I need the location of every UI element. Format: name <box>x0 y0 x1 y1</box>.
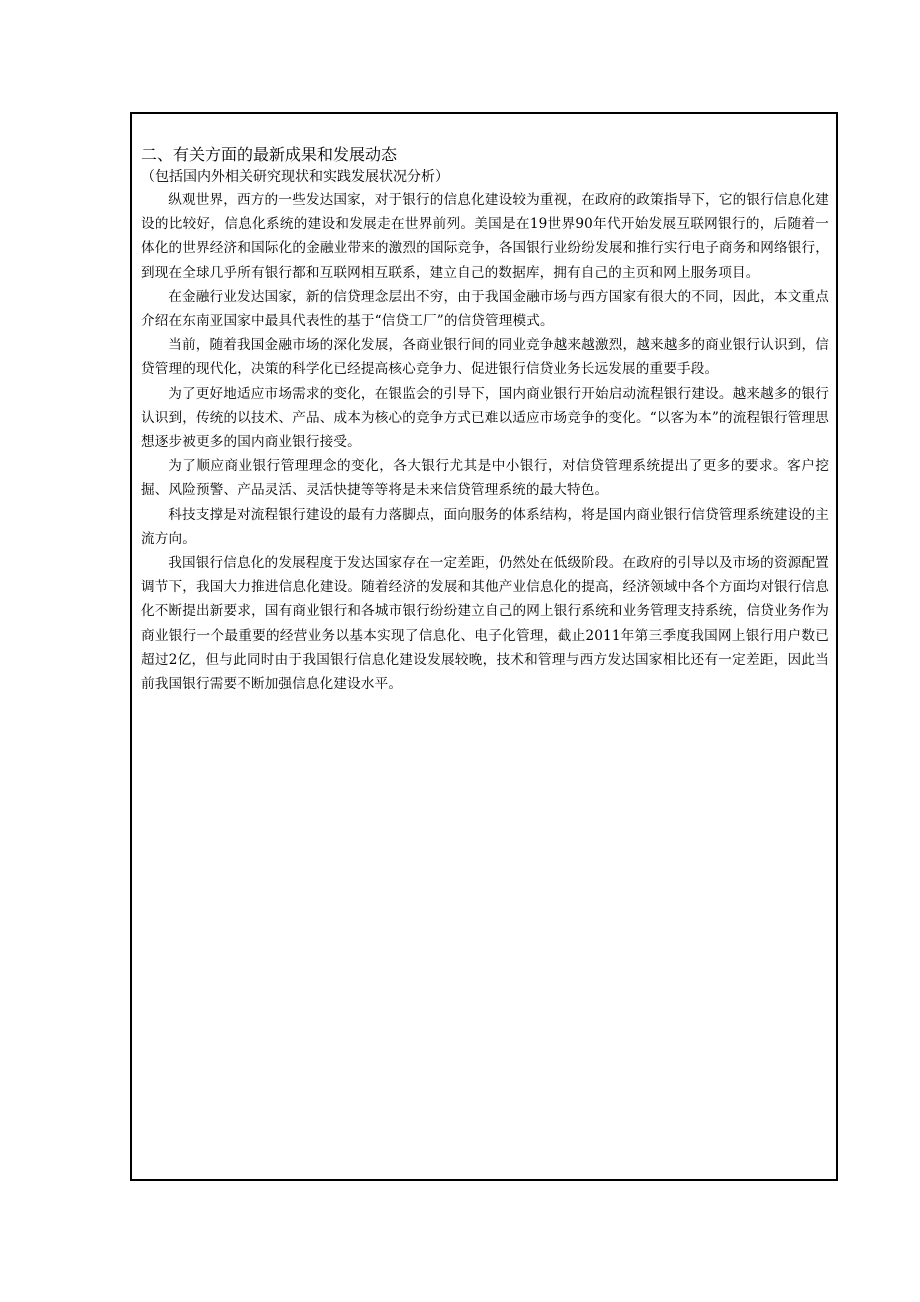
paragraph: 科技支撑是对流程银行建设的最有力落脚点，面向服务的体系结构，将是国内商业银行信贷管理系统建设的主流方向。 <box>141 506 829 547</box>
paragraph: 在金融行业发达国家，新的信贷理念层出不穷，由于我国金融市场与西方国家有很大的不同，因此，本文重点介绍在东南亚国家中最具代表性的基于“信贷工厂”的信贷管理模式。 <box>141 288 829 330</box>
section-content <box>141 144 829 696</box>
paragraph: 我国银行信息化的发展程度于发达国家存在一定差距，仍然处在低级阶段。在政府的引导以及市场的资源配置调节下，我国大力推进信息化建设。随着经济的发展和其他产业信息化的提高，经济领域中各个方面均对银行信息化不断提出新要求，国有商业银行和各城市银行纷纷建立自己的网上银行系统和业务管理支持系统，信贷业务作为商业银行一个最重要的经营业务以基本实现了信息化、电子化管理，截止2011年第三季度我国网上银行用户数已超过2亿，但与此同时由于我国银行信息化建设发展较晚，技术和管理与西方发达国家相比还有一定差距，因此当前我国银行需要不断加强信息化建设水平。 <box>141 555 829 693</box>
section-subtitle: （包括国内外相关研究现状和实践发展状况分析） <box>141 169 449 185</box>
paragraph: 为了更好地适应市场需求的变化，在银监会的引导下，国内商业银行开始启动流程银行建设。越来越多的银行认识到，传统的以技术、产品、成本为核心的竞争方式已难以适应市场竞争的变化。“以客为本”的流程银行管理思想逐步被更多的国内商业银行接受。 <box>141 385 829 451</box>
section-title: 二、有关方面的最新成果和发展动态 <box>141 145 398 164</box>
paragraph: 当前，随着我国金融市场的深化发展，各商业银行间的同业竞争越来越激烈，越来越多的商业银行认识到，信贷管理的现代化，决策的科学化已经提高核心竞争力、促进银行信贷业务长远发展的重要手段。 <box>141 337 829 378</box>
paragraph: 纵观世界，西方的一些发达国家，对于银行的信息化建设较为重视，在政府的政策指导下，它的银行信息化建设的比较好，信息化系统的建设和发展走在世界前列。美国是在19世界90年代开始发展互联网银行的，后随着一体化的世界经济和国际化的金融业带来的激烈的国际竞争，各国银行业纷纷发展和推行实行电子商务和网络银行，到现在全球几乎所有银行都和互联网相互联系，建立自己的数据库，拥有自己的主页和网上服务项目。 <box>141 192 829 281</box>
paragraph: 为了顺应商业银行管理理念的变化，各大银行尤其是中小银行，对信贷管理系统提出了更多的要求。客户挖掘、风险预警、产品灵活、灵活快捷等等将是未来信贷管理系统的最大特色。 <box>141 458 829 499</box>
form-table-cell <box>130 112 838 1181</box>
